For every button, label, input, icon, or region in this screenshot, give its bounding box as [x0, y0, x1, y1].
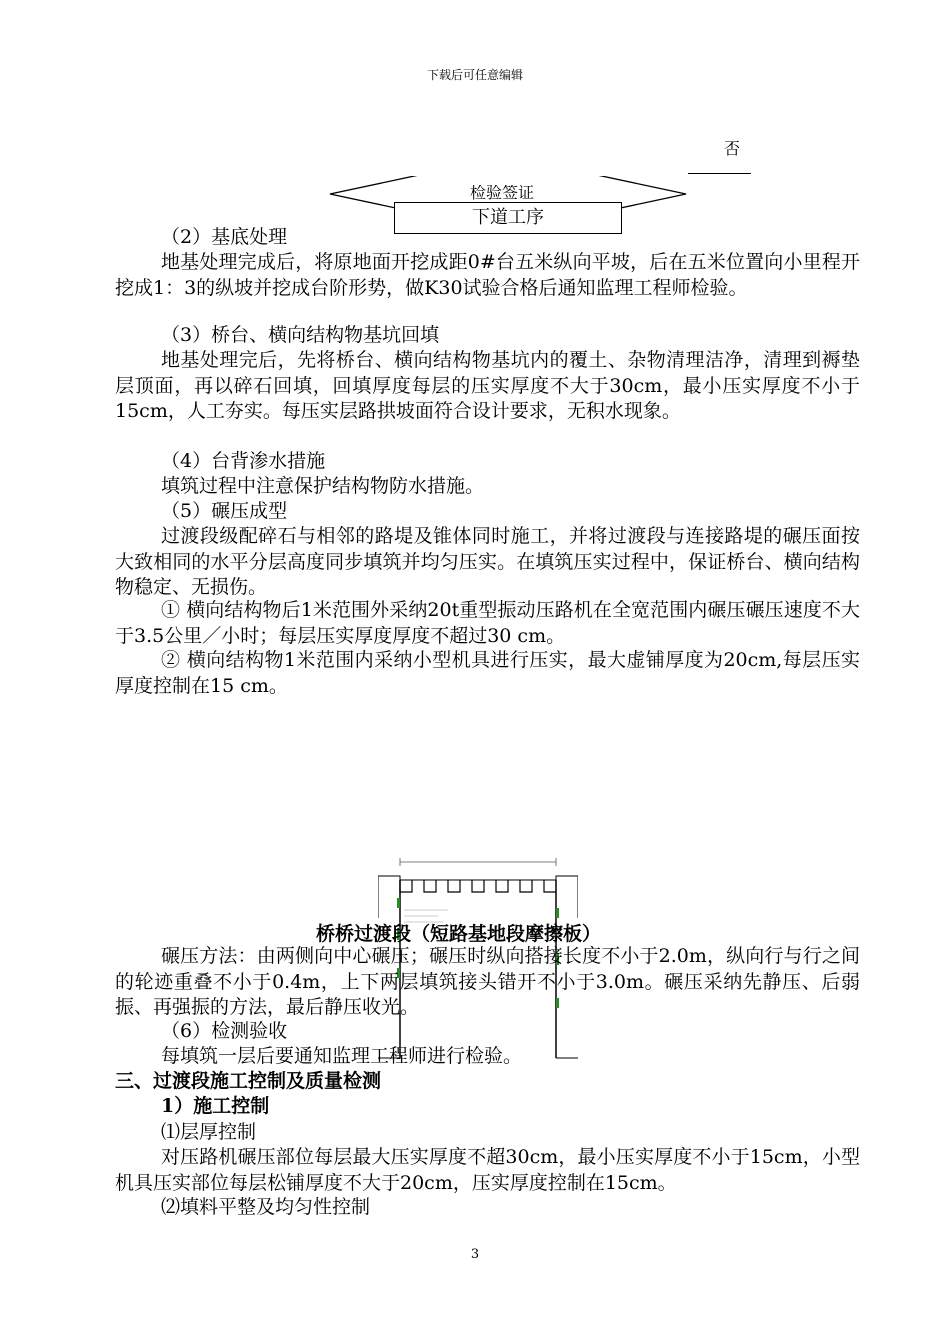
flowchart-no-label: 否	[724, 139, 741, 158]
flowchart-connector-line	[688, 173, 751, 174]
subsection-title-construction-control: 1）施工控制	[161, 1095, 270, 1117]
item-layer-thickness: ⑴层厚控制	[161, 1121, 257, 1143]
section-heading-base-treatment: （2）基底处理	[161, 226, 288, 248]
paragraph-inspection: 每填筑一层后要通知监理工程师进行检验。	[161, 1045, 523, 1067]
diagram-caption: 桥桥过渡段（短路基地段摩擦板）	[316, 923, 602, 945]
paragraph-layer-thickness: 对压路机碾压部位每层最大压实厚度不超30cm，最小压实厚度不小于15cm，小型机具压实部位每层松铺厚度不大于20cm，压实厚度控制在15cm。	[115, 1146, 860, 1194]
section-heading-backfill: （3）桥台、横向结构物基坑回填	[161, 324, 440, 346]
compaction-item-1: ① 横向结构物后1米范围外采纳20t重型振动压路机在全宽范围内碾压碾压速度不大于3.5公里／小时；每层压实厚度厚度不超过30 cm。	[115, 599, 860, 647]
paragraph-backfill: 地基处理完后，先将桥台、横向结构物基坑内的覆土、杂物清理洁净，清理到褥垫层顶面，再以碎石回填，回填厚度每层的压实厚度不大于30cm，最小压实厚度不小于15cm，人工夯实。每压实层路拱坡面符合设计要求，无积水现象。	[115, 349, 860, 422]
compaction-item-2: ② 横向结构物1米范围内采纳小型机具进行压实，最大虚铺厚度为20cm,每层压实厚度控制在15 cm。	[115, 649, 860, 697]
paragraph-compaction: 过渡段级配碎石与相邻的路堤及锥体同时施工，并将过渡段与连接路堤的碾压面按大致相同的水平分层高度同步填筑并均匀压实。在填筑压实过程中，保证桥台、横向结构物稳定、无损伤。	[115, 525, 860, 598]
flowchart-hidden-label: 检验签证	[470, 185, 535, 202]
section-heading-seepage: （4）台背渗水措施	[161, 450, 326, 472]
paragraph-compaction-method: 碾压方法：由两侧向中心碾压；碾压时纵向搭接长度不小于2.0m，纵向行与行之间的轮迹重叠不小于0.4m，上下两层填筑接头错开不小于3.0m。碾压采纳先静压、后弱振、再强振的方法，最后静压收光。	[115, 945, 860, 1018]
section-heading-inspection: （6）检测验收	[161, 1020, 288, 1042]
paragraph-seepage: 填筑过程中注意保护结构物防水措施。	[161, 475, 485, 497]
section-heading-compaction: （5）碾压成型	[161, 500, 288, 522]
page-number: 3	[470, 1247, 480, 1262]
item-fill-uniformity: ⑵填料平整及均匀性控制	[161, 1196, 371, 1218]
paragraph-base-treatment: 地基处理完成后，将原地面开挖成距0#台五米纵向平坡，后在五米位置向小里程开挖成1：3的纵坡并挖成台阶形势，做K30试验合格后通知监理工程师检验。	[115, 251, 860, 299]
header-note: 下载后可任意编辑	[426, 68, 523, 82]
section-title-quality-control: 三、过渡段施工控制及质量检测	[115, 1070, 382, 1092]
flowchart-next-step-box: 下道工序	[394, 202, 622, 234]
